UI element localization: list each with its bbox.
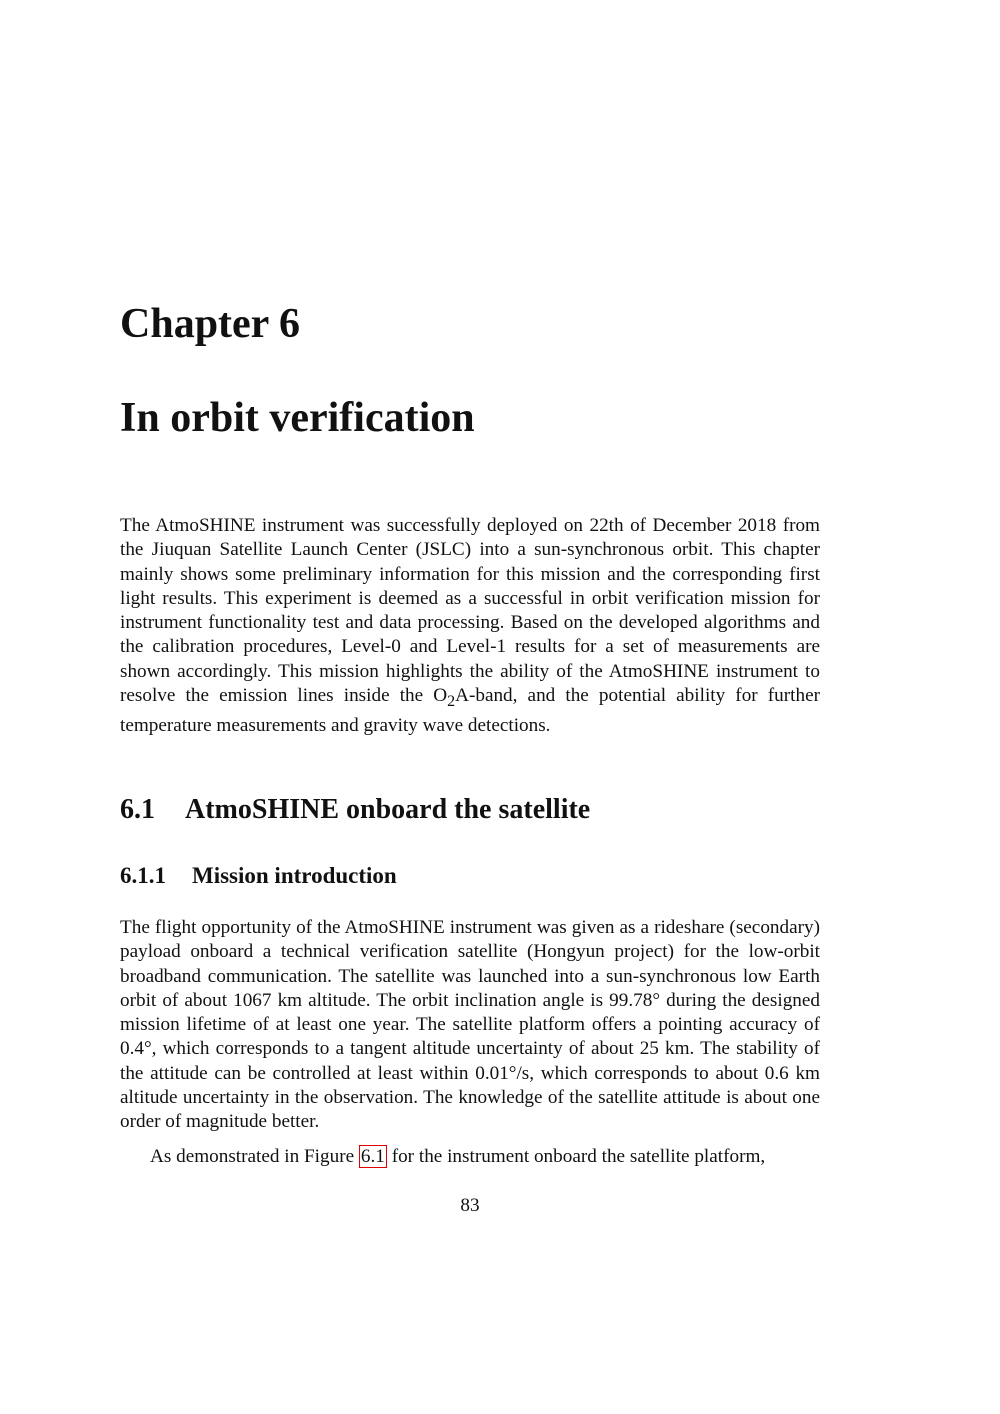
mission-paragraph-2-end: for the instrument onboard the satellite platform,: [386, 1145, 766, 1167]
intro-paragraph: [120, 514, 820, 739]
page-number: 83: [460, 1195, 480, 1216]
subsection-title: Mission introduction: [192, 863, 397, 888]
subsection-heading: [120, 861, 397, 891]
intro-text-part-2: A-band, and the potential ability for further temperature measurements and gravity wave detections.: [120, 685, 820, 737]
intro-text-part-1: The AtmoSHINE instrument was successfully deployed on 22th of December 2018 from the Jiuquan Satellite Launch Center (JSLC) into a sun-synchronous orbit. This chapter mainly shows some preliminary information for this mission and the corresponding first light results. This experiment is deemed as a successful in orbit verification mission for instrument functionality test and data processing. Based on the developed algorithms and the calibration procedures, Level-0 and Level-1 results for a set of measurements are shown accordingly. This mission highlights the ability of the AtmoSHINE instrument to resolve the emission lines inside the O: [120, 515, 820, 707]
section-heading: [120, 792, 590, 828]
chapter-label: Chapter 6: [120, 301, 301, 347]
o2-subscript: 2: [447, 692, 456, 710]
chapter-title: In orbit verification: [120, 395, 475, 441]
section-title: AtmoSHINE onboard the satellite: [185, 794, 591, 825]
subsection-number: 6.1.1: [120, 863, 166, 888]
figure-reference-link[interactable]: 6.1: [360, 1145, 385, 1167]
mission-introduction-body: [120, 916, 820, 1169]
mission-paragraph-2: [120, 1145, 820, 1169]
mission-paragraph-2-start: As demonstrated in Figure: [150, 1145, 359, 1167]
section-number: 6.1: [120, 794, 155, 825]
mission-paragraph-1: The flight opportunity of the AtmoSHINE instrument was given as a rideshare (secondary) payload onboard a technical verification satellite (Hongyun project) for the low-orbit broadband communication. The satellite was launched into a sun-synchronous low Earth orbit of about 1067 km altitude. The orbit inclination angle is 99.78° during the designed mission lifetime of at least one year. The satellite platform offers a pointing accuracy of 0.4°, which corresponds to a tangent altitude uncertainty of about 25 km. The stability of the attitude can be controlled at least within 0.01°/s, which corresponds to about 0.6 km altitude uncertainty in the observation. The knowledge of the satellite attitude is about one order of magnitude better.: [120, 917, 820, 1133]
